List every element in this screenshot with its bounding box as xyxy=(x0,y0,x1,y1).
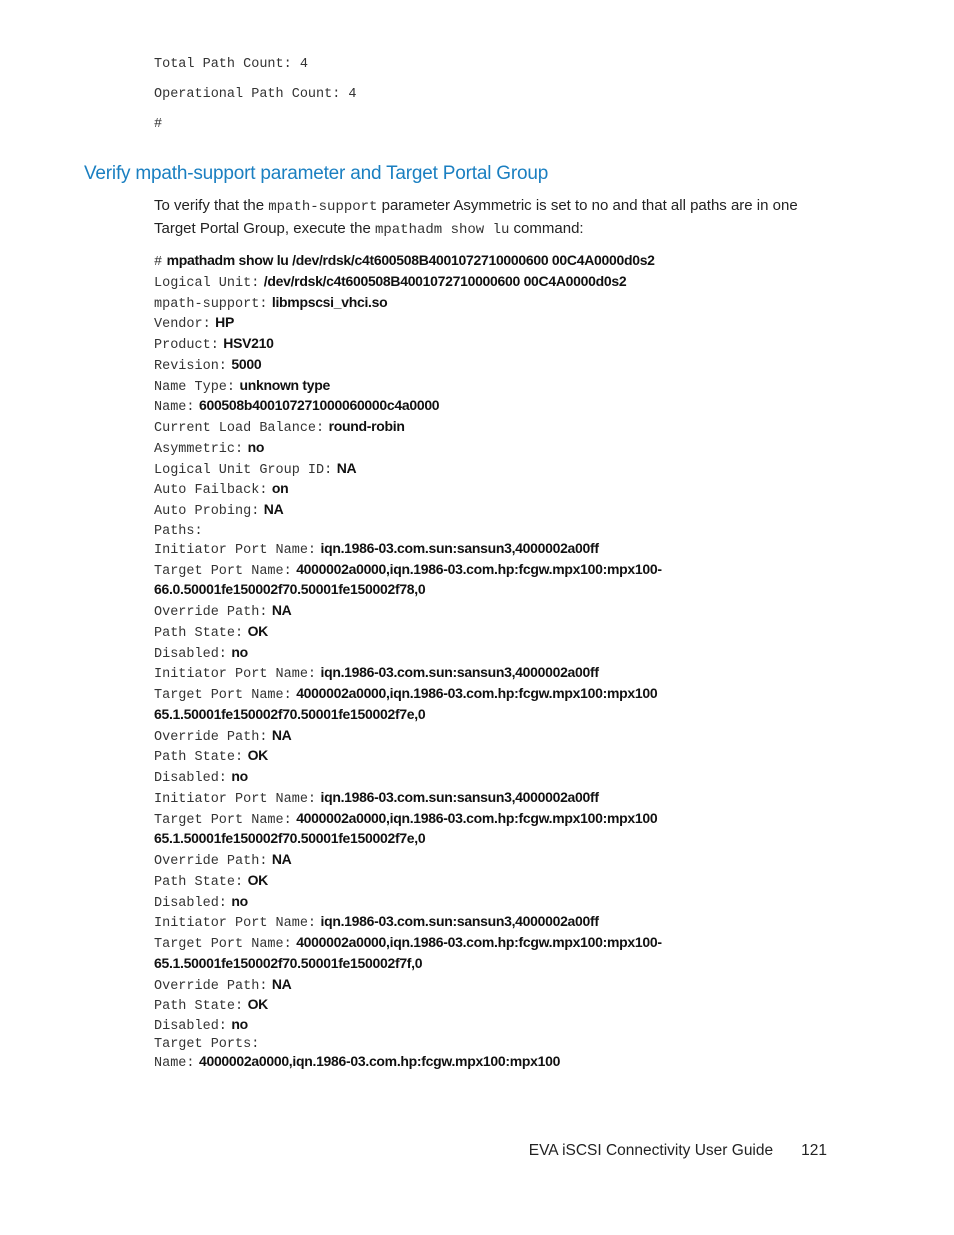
listing-row xyxy=(154,704,844,725)
field-label: Paths: xyxy=(154,523,203,539)
intro-text: parameter Asymmetric is set to no and that all paths are in one Target Portal Group, execute the xyxy=(154,197,798,237)
listing-row xyxy=(154,520,844,538)
field-value: NA xyxy=(336,459,357,476)
field-label: Logical Unit Group ID: xyxy=(154,462,333,478)
field-value: no xyxy=(231,768,248,784)
command-output-listing xyxy=(154,250,844,1072)
field-value: no xyxy=(231,892,248,909)
field-value: 4000002a0000,iqn.1986-03.com.hp:fcgw.mpx100:mpx100 xyxy=(296,685,658,701)
field-value: round-robin xyxy=(328,418,405,434)
field-label: Vendor: xyxy=(154,317,211,333)
field-value: /dev/rdsk/c4t600508B4001072710000600 00C4A0000d0s2 xyxy=(263,272,627,289)
field-value: 4000002a0000,iqn.1986-03.com.hp:fcgw.mpx100:mpx100- xyxy=(296,560,662,577)
field-label: Target Port Name: xyxy=(154,812,292,828)
field-value: no xyxy=(247,438,265,455)
listing-row xyxy=(154,395,844,416)
listing-row xyxy=(154,642,844,663)
field-label: Product: xyxy=(154,338,219,353)
field-value: 600508b400107271000060000c4a0000 xyxy=(198,397,440,414)
listing-row xyxy=(154,1033,844,1051)
section-heading: Verify mpath-support parameter and Target Portal Group xyxy=(84,163,549,184)
field-label: Current Load Balance: xyxy=(154,421,325,436)
field-value: no xyxy=(231,1016,248,1032)
field-label: Initiator Port Name: xyxy=(154,916,317,932)
field-label: Revision: xyxy=(154,358,227,374)
field-value: 5000 xyxy=(231,355,262,372)
listing-row xyxy=(154,891,844,912)
field-value: no xyxy=(231,643,248,660)
field-value: OK xyxy=(247,622,268,639)
field-value: 65.1.50001fe150002f70.50001fe150002f7e,0 xyxy=(154,705,426,722)
field-label: Disabled: xyxy=(154,895,227,911)
field-label: Path State: xyxy=(154,750,244,766)
field-value: NA xyxy=(263,501,284,517)
field-label: Disabled: xyxy=(154,646,227,662)
listing-row xyxy=(154,911,844,932)
field-label: # xyxy=(154,255,163,270)
listing-row xyxy=(154,870,844,891)
code-line: Total Path Count: 4 xyxy=(154,57,308,72)
field-label: Auto Probing: xyxy=(154,504,260,519)
field-value: HSV210 xyxy=(223,335,274,351)
field-value: libmpscsi_vhci.so xyxy=(271,293,388,310)
field-label: Disabled: xyxy=(154,1019,227,1034)
listing-row xyxy=(154,250,844,271)
code-line: Operational Path Count: 4 xyxy=(154,87,357,102)
listing-row xyxy=(154,994,844,1015)
top-code-block xyxy=(154,54,357,144)
listing-row xyxy=(154,662,844,683)
listing-row xyxy=(154,478,844,499)
field-label: Path State: xyxy=(154,874,244,890)
listing-row xyxy=(154,725,844,746)
field-value: OK xyxy=(247,871,268,888)
listing-row xyxy=(154,354,844,375)
field-label: Name Type: xyxy=(154,379,236,395)
footer-title: EVA iSCSI Connectivity User Guide xyxy=(528,1142,774,1159)
field-value: 4000002a0000,iqn.1986-03.com.hp:fcgw.mpx100:mpx100 xyxy=(296,809,658,826)
field-value: 4000002a0000,iqn.1986-03.com.hp:fcgw.mpx100:mpx100- xyxy=(296,934,662,950)
listing-row xyxy=(154,458,844,479)
field-value: NA xyxy=(271,602,292,618)
intro-paragraph xyxy=(154,195,834,241)
listing-row xyxy=(154,375,844,396)
listing-row xyxy=(154,932,844,953)
field-label: Initiator Port Name: xyxy=(154,667,317,683)
field-value: iqn.1986-03.com.sun:sansun3,4000002a00ff xyxy=(320,788,599,805)
field-value: iqn.1986-03.com.sun:sansun3,4000002a00ff xyxy=(320,539,599,556)
field-value: iqn.1986-03.com.sun:sansun3,4000002a00ff xyxy=(320,913,599,930)
field-label: Logical Unit: xyxy=(154,275,260,291)
listing-row xyxy=(154,292,844,313)
field-value: HP xyxy=(215,314,235,331)
listing-row xyxy=(154,1015,844,1033)
field-label: Target Port Name: xyxy=(154,688,292,703)
listing-row xyxy=(154,745,844,766)
listing-row xyxy=(154,953,844,974)
listing-row xyxy=(154,333,844,354)
field-label: Override Path: xyxy=(154,978,268,994)
field-label: mpath-support: xyxy=(154,296,268,312)
intro-text: command: xyxy=(509,220,584,237)
field-label: Auto Failback: xyxy=(154,483,268,499)
field-label: Target Port Name: xyxy=(154,563,292,579)
field-value: mpathadm show lu /dev/rdsk/c4t600508B4001072710000600 00C4A0000d0s2 xyxy=(166,252,655,268)
field-label: Override Path: xyxy=(154,854,268,869)
listing-row xyxy=(154,1051,844,1072)
field-value: 65.1.50001fe150002f70.50001fe150002f7f,0 xyxy=(154,954,423,971)
field-value: NA xyxy=(271,975,292,992)
listing-row xyxy=(154,499,844,520)
listing-row xyxy=(154,416,844,437)
field-value: OK xyxy=(247,747,268,764)
listing-row xyxy=(154,974,844,995)
field-value: NA xyxy=(271,851,292,867)
field-label: Override Path: xyxy=(154,729,268,745)
field-label: Initiator Port Name: xyxy=(154,791,317,807)
field-value: 4000002a0000,iqn.1986-03.com.hp:fcgw.mpx100:mpx100 xyxy=(198,1053,561,1069)
field-label: Name: xyxy=(154,1056,195,1071)
field-value: OK xyxy=(247,996,268,1013)
field-label: Name: xyxy=(154,400,195,416)
listing-row xyxy=(154,808,844,829)
listing-row xyxy=(154,437,844,458)
field-value: iqn.1986-03.com.sun:sansun3,4000002a00ff xyxy=(320,664,599,681)
field-label: Asymmetric: xyxy=(154,441,244,457)
listing-row xyxy=(154,787,844,808)
field-label: Path State: xyxy=(154,999,244,1015)
listing-row xyxy=(154,559,844,580)
field-label: Disabled: xyxy=(154,771,227,786)
inline-code: mpath-support xyxy=(268,199,378,215)
listing-row xyxy=(154,271,844,292)
field-label: Target Ports: xyxy=(154,1037,260,1052)
listing-row xyxy=(154,621,844,642)
intro-text: To verify that the xyxy=(154,197,269,214)
field-value: unknown type xyxy=(239,376,330,393)
listing-row xyxy=(154,828,844,849)
page-number: 121 xyxy=(801,1142,827,1159)
field-value: on xyxy=(271,480,289,497)
field-label: Target Port Name: xyxy=(154,937,292,952)
listing-row xyxy=(154,849,844,870)
code-line: # xyxy=(154,117,163,132)
field-label: Override Path: xyxy=(154,605,268,620)
inline-code: mpathadm show lu xyxy=(374,222,510,238)
listing-row xyxy=(154,312,844,333)
listing-row xyxy=(154,600,844,621)
listing-row xyxy=(154,766,844,787)
field-label: Path State: xyxy=(154,625,244,641)
field-value: NA xyxy=(271,726,292,743)
listing-row xyxy=(154,538,844,559)
field-label: Initiator Port Name: xyxy=(154,542,317,558)
field-value: 66.0.50001fe150002f70.50001fe150002f78,0 xyxy=(154,581,426,598)
listing-row xyxy=(154,683,844,704)
page-footer xyxy=(529,1142,827,1160)
listing-row xyxy=(154,579,844,600)
field-value: 65.1.50001fe150002f70.50001fe150002f7e,0 xyxy=(154,830,426,847)
